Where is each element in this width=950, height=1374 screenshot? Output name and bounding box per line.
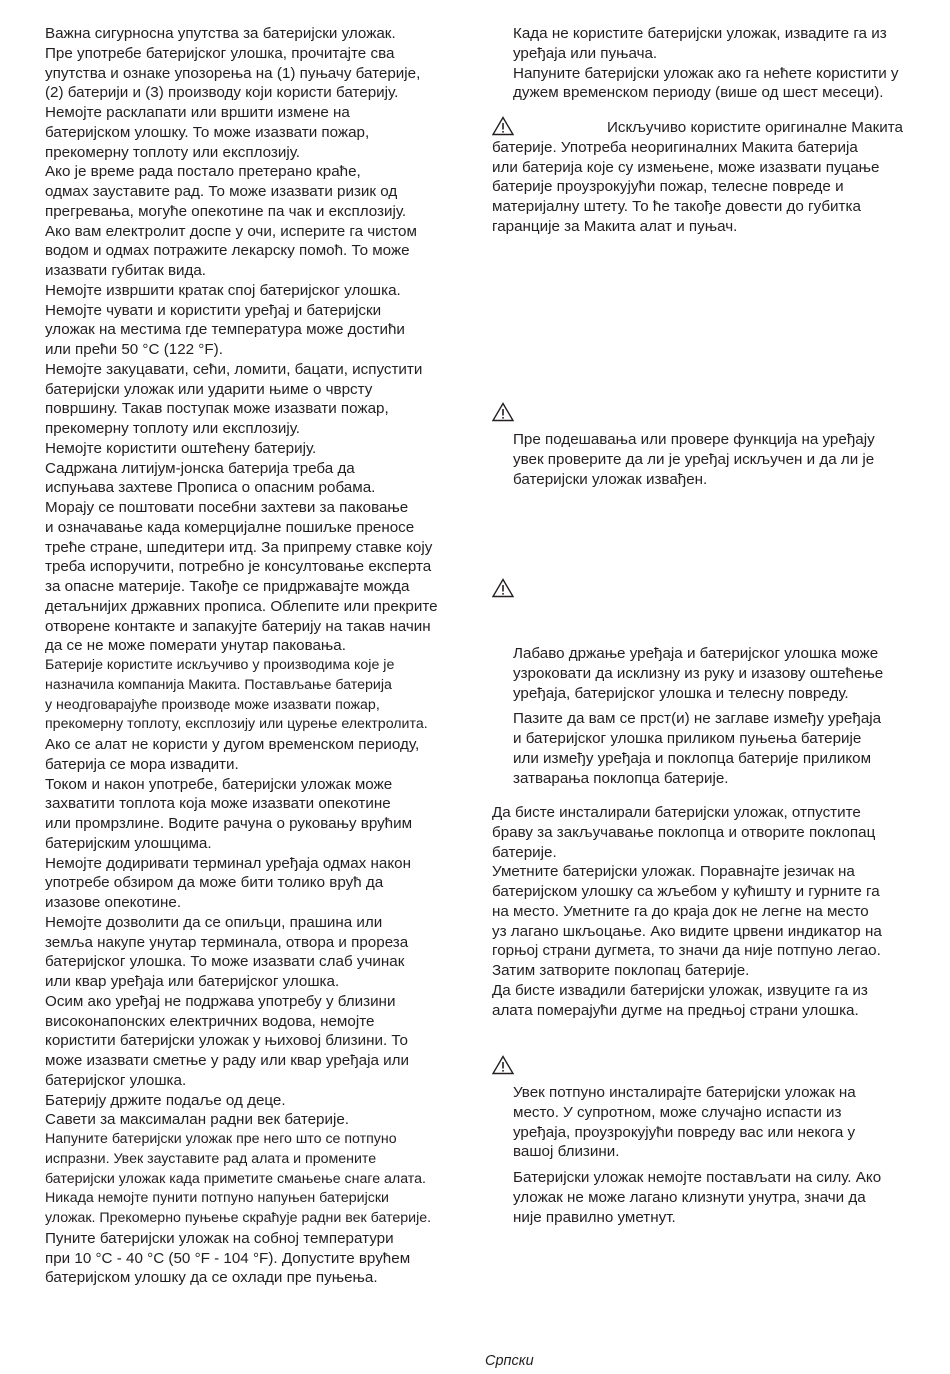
text-line: батеријски уложак или ударити њиме о чврсту: [45, 380, 373, 398]
text-line: горњој страни дугмета, то значи да није потпуно легао.: [492, 942, 881, 960]
finger-pinch-text: [492, 709, 922, 788]
warning-original-batteries: [492, 118, 922, 237]
text-line: Савети за максималан радни век батерије.: [45, 1111, 350, 1129]
text-line: батеријском улошку са жљебом у кућишту и гурните га: [492, 883, 880, 900]
text-line: површину. Такав поступак може изазвати пожар,: [45, 400, 389, 418]
text-line: упутства и ознаке упозорења на (1) пуњачу батерије,: [45, 64, 421, 82]
text-line: браву за закључавање поклопца и отворите поклопац: [492, 823, 876, 841]
text-line: батеријски уложак извађен.: [513, 470, 708, 488]
text-line: није правилно уметнут.: [513, 1208, 676, 1226]
text-line: Немојте користити оштећену батерију.: [45, 439, 317, 457]
text-line: батеријског улошка.: [45, 1071, 187, 1089]
text-line: Ако се алат не користи у дугом временском периоду,: [45, 736, 420, 753]
text-line: материјалну штету. То ће такође довести до губитка: [492, 198, 861, 215]
text-line: Пре употребе батеријског улошка, прочитајте сва: [45, 44, 395, 62]
text-line: у неодговарајуће производе може изазвати пожар,: [45, 696, 380, 713]
text-line: Никада немојте пунити потпуно напуњен батеријски: [45, 1190, 389, 1207]
text-line: Немојте расклапати или вршити измене на: [45, 104, 350, 121]
text-line: или промрзлине. Водите рачуна о руковању врућим: [45, 815, 413, 832]
original-batteries-text: [492, 118, 922, 237]
text-line: затварања поклопца батерије.: [513, 769, 729, 787]
text-line: уложак не може лагано клизнути унутра, значи да: [513, 1188, 866, 1206]
text-line: при 10 °C - 40 °C (50 °F - 104 °F). Допустите врућем: [45, 1249, 411, 1267]
text-line: прекомерну топлоту или експлозију.: [45, 143, 301, 161]
text-line: Батерију држите подаље од деце.: [45, 1091, 286, 1109]
text-line: Морају се поштовати посебни захтеви за паковање: [45, 499, 409, 516]
warning-icon: [492, 1055, 514, 1075]
text-line: увек проверите да ли је уређај искључен и да ли је: [513, 450, 875, 468]
install-fully-text: [492, 1083, 922, 1162]
text-line: користити батеријски уложак у њиховој близини. То: [45, 1032, 408, 1050]
install-remove-text: [492, 803, 922, 1020]
text-line: батеријском улошку да се охлади пре пуњења.: [45, 1269, 378, 1287]
text-line: Батерије користите искључиво у производима које је: [45, 657, 395, 673]
battery-storage-text: [492, 24, 922, 103]
install-remove-paragraph: [492, 803, 922, 1020]
text-line: прегревања, могуће опекотине па чак и експлозију.: [45, 202, 407, 220]
text-line: Ако вам електролит доспе у очи, исперите га чистом: [45, 222, 417, 240]
text-line: батеријским улошцима.: [45, 834, 212, 852]
text-line: Немојте извршити кратак спој батеријског улошка.: [45, 281, 401, 299]
hold-firmly-text: [492, 644, 922, 703]
text-line: уређаја, батеријског улошка и телесну повреду.: [513, 684, 849, 702]
text-line: гаранције за Макита алат и пуњач.: [492, 217, 738, 235]
text-line: Лабаво држање уређаја и батеријског улошка може: [513, 645, 879, 662]
text-line: Искључиво користите оригиналне Макита: [607, 119, 903, 136]
text-line: високонапонских електричних водова, немојте: [45, 1012, 375, 1030]
text-line: батеријског улошка. То може изазвати слаб учинак: [45, 953, 405, 971]
text-line: отворене контакте и запакујте батерију на такав начин: [45, 617, 431, 635]
text-line: уређаја, проузрокујући повреду вас или некога у: [513, 1123, 856, 1141]
text-line: Важна сигурносна упутства за батеријски уложак.: [45, 25, 396, 42]
text-line: испуњава захтеве Прописа о опасним робама.: [45, 479, 376, 497]
text-line: и означавање када комерцијалне пошиљке преносе: [45, 518, 415, 536]
text-line: Немојте дозволити да се опиљци, прашина или: [45, 913, 383, 931]
text-line: Да бисте инсталирали батеријски уложак, отпустите: [492, 804, 861, 821]
text-line: Увек потпуно инсталирајте батеријски уложак на: [513, 1084, 856, 1101]
text-line: изазвати губитак вида.: [45, 262, 207, 279]
text-line: или између уређаја и поклопца батерије приликом: [513, 749, 872, 767]
text-line: дужем временском периоду (више од шест месеци).: [513, 84, 884, 102]
text-line: на место. Уметните га до краја док не легне на место: [492, 902, 869, 920]
warning-icon: [492, 402, 514, 422]
text-line: назначила компанија Макита. Постављање батерија: [45, 676, 392, 693]
text-line: место. У супротном, може случајно испасти из: [513, 1103, 842, 1121]
text-line: Када не користите батеријски уложак, извадите га из: [513, 25, 887, 42]
text-line: Немојте додиривати терминал уређаја одмах након: [45, 854, 411, 872]
text-line: узроковати да исклизну из руку и изазову оштећење: [513, 664, 884, 682]
text-line: или батерија које су измењене, може изазвати пуцање: [492, 158, 880, 176]
text-line: или прећи 50 °C (122 °F).: [45, 341, 223, 358]
text-line: Немојте закуцавати, сећи, ломити, бацати, испустити: [45, 360, 423, 378]
text-line: да се не може померати унутар паковања.: [45, 637, 346, 655]
text-line: уз лагано шкљоцање. Ако видите црвени индикатор на: [492, 922, 882, 940]
text-line: батеријском улошку. То може изазвати пожар,: [45, 123, 370, 141]
text-line: алата померајући дугме на предњој страни улошка.: [492, 1001, 859, 1019]
text-line: треће стране, шпедитери итд. За припрему ставке коју: [45, 538, 433, 556]
text-line: вашој близини.: [513, 1143, 620, 1161]
text-line: батерије. Употреба неоригиналних Макита батерија: [492, 138, 858, 156]
text-line: батерија се мора извадити.: [45, 755, 239, 773]
warning-check-switch: [492, 402, 922, 489]
warning-hold-firmly: [492, 578, 922, 788]
text-line: захватити топлота која може изазвати опекотине: [45, 795, 391, 813]
text-line: одмах зауставите рад. То може изазвати ризик од: [45, 183, 398, 200]
storage-paragraph: [492, 24, 922, 103]
text-line: Напуните батеријски уложак ако га нећете користити у: [513, 64, 899, 82]
text-line: и батеријског улошка приликом пуњења батерије: [513, 730, 862, 747]
text-line: Ако је време рада постало претерано краће,: [45, 163, 361, 181]
text-line: батерије проузрокујући пожар, телесне повреде и: [492, 178, 844, 196]
text-line: Затим затворите поклопац батерије.: [492, 962, 750, 979]
warning-icon: [492, 578, 514, 598]
text-line: Пуните батеријски уложак на собној температури: [45, 1229, 394, 1247]
text-line: прекомерну топлоту, експлозију или цурење електролита.: [45, 716, 428, 733]
text-line: изазове опекотине.: [45, 894, 182, 911]
text-line: батеријски уложак када приметите смањење снаге алата.: [45, 1170, 426, 1187]
text-line: Пре подешавања или провере функција на уређају: [513, 431, 875, 448]
text-line: Садржана литијум-јонска батерија треба да: [45, 459, 355, 477]
text-line: батерије.: [492, 843, 557, 861]
text-line: водом и одмах потражите лекарску помоћ. То може: [45, 242, 410, 260]
text-line: или квар уређаја или батеријског улошка.: [45, 973, 340, 990]
text-line: уређаја или пуњача.: [513, 44, 658, 62]
check-switch-text: [492, 430, 922, 489]
text-line: употребе обзиром да може бити толико врућ да: [45, 874, 384, 892]
text-line: детаљнијих државних прописа. Облепите или прекрите: [45, 597, 438, 615]
text-line: може изазвати сметње у раду или квар уређаја или: [45, 1052, 410, 1069]
text-line: (2) батерији и (3) производу који користи батерију.: [45, 84, 399, 102]
text-line: уложак на местима где температура може достићи: [45, 321, 405, 339]
text-line: Батеријски уложак немојте постављати на силу. Ако: [513, 1169, 882, 1186]
text-line: прекомерну топлоту или експлозију.: [45, 420, 301, 437]
warning-icon: [492, 116, 514, 136]
text-line: Да бисте извадили батеријски уложак, извуците га из: [492, 981, 868, 999]
text-line: Напуните батеријски уложак пре него што се потпуно: [45, 1131, 397, 1147]
text-line: Током и након употребе, батеријски уложак може: [45, 775, 393, 793]
warning-install-fully: [492, 1055, 922, 1227]
text-line: Уметните батеријски уложак. Поравнајте језичак на: [492, 863, 855, 881]
text-line: за опасне материје. Такође се придржавајте можда: [45, 578, 410, 595]
text-line: уложак. Прекомерно пуњење скраћује радни век батерије.: [45, 1210, 432, 1226]
battery-safety-column: [45, 24, 461, 1288]
text-line: испразни. Увек зауставите рад алата и промените: [45, 1150, 377, 1167]
text-line: Пазите да вам се прст(и) не заглаве између уређаја: [513, 710, 882, 728]
page-language-footer: Српски: [485, 1353, 534, 1369]
text-line: земља накупе унутар терминала, отвора и прореза: [45, 933, 409, 951]
no-force-text: [492, 1168, 922, 1227]
text-line: Немојте чувати и користити уређај и батеријски: [45, 301, 382, 319]
text-line: треба испоручити, потребно је консултовање експерта: [45, 558, 432, 576]
text-line: Осим ако уређај не подржава употребу у близини: [45, 992, 396, 1010]
